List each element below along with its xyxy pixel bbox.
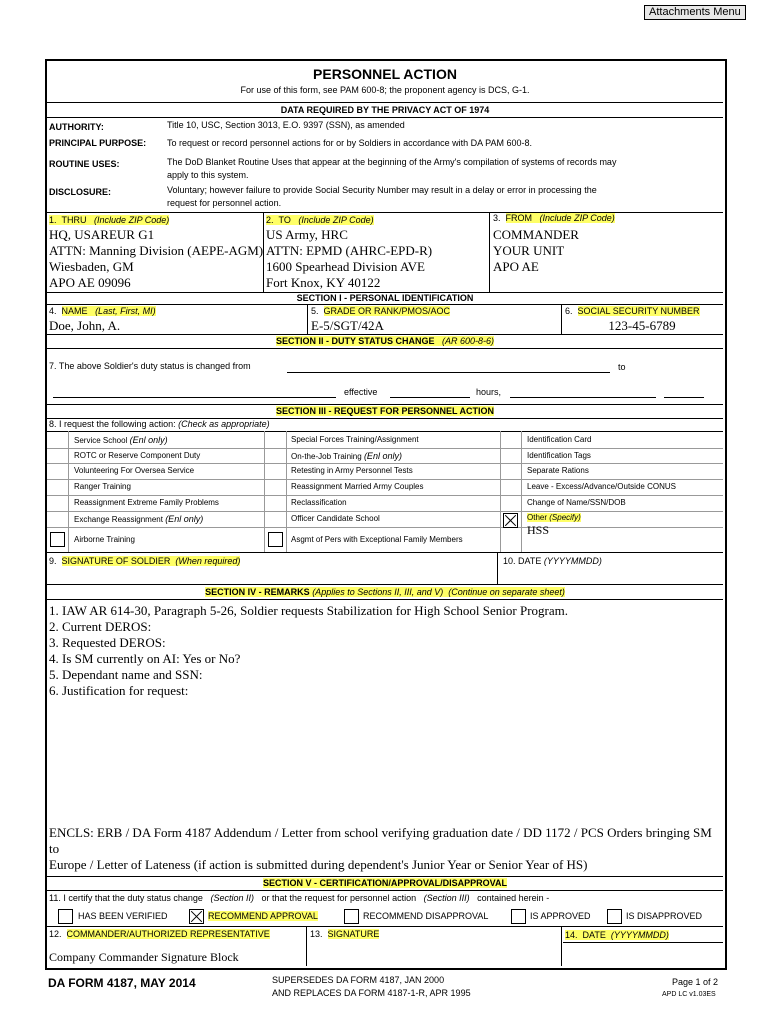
commander-field[interactable]: Company Commander Signature Block [49,950,239,964]
action-married-couples[interactable]: Reassignment Married Army Couples [291,482,424,491]
ssn-field[interactable]: 123-45-6789 [608,318,676,333]
form-subtitle: For use of this form, see PAM 600-8; the proponent agency is DCS, G-1. [240,85,530,95]
item7-text: 7. The above Soldier's duty status is changed from [49,361,251,371]
action-id-tags[interactable]: Identification Tags [527,451,591,460]
section2-heading: SECTION II - DUTY STATUS CHANGE (AR 600-8-6) [275,336,495,346]
action-ranger-training[interactable]: Ranger Training [74,482,131,491]
routine-text-2: apply to this system. [167,170,249,180]
routine-text-1: The DoD Blanket Routine Uses that appear at the beginning of the Army's compilation of systems of records may [167,157,617,167]
action-exceptional-family[interactable]: Asgmt of Pers with Exceptional Family Members [291,535,463,544]
signature-label: 13. SIGNATURE [310,929,380,939]
remark-line: 3. Requested DEROS: [49,635,166,650]
from-address[interactable]: COMMANDER YOUR UNIT APO AE [493,227,579,274]
from-status-field[interactable] [287,372,610,373]
remark-line: 1. IAW AR 614-30, Paragraph 5-26, Soldier requests Stabilization for High School Senior Program. [49,603,569,618]
remark-line: 2. Current DEROS: [49,619,152,634]
form-title: PERSONNEL ACTION [313,66,457,82]
version: APD LC v1.03ES [662,991,716,998]
ssn-label: 6. SOCIAL SECURITY NUMBER [565,306,700,316]
action-leave[interactable]: Leave - Excess/Advance/Outside CONUS [527,482,676,491]
soldier-signature-label: 9. SIGNATURE OF SOLDIER (When required) [49,556,241,566]
name-field[interactable]: Doe, John, A. [49,318,121,333]
action-service-school[interactable]: Service School (Enl only) [74,435,168,445]
section1-heading: SECTION I - PERSONAL IDENTIFICATION [296,293,474,303]
attachments-menu-button[interactable]: Attachments Menu [644,5,746,20]
enclosures-text: ENCLS: ERB / DA Form 4187 Addendum / Letter from school verifying graduation date / DD 1172 / PCS Orders bringing SM to Europe / Letter of Lateness (if action is submitted during dependent's Junior Year or Senior Year of HS) [49,825,712,872]
option-verified: HAS BEEN VERIFIED [78,911,168,921]
option-recommend-disapproval: RECOMMEND DISAPPROVAL [363,911,489,921]
section3-heading: SECTION III - REQUEST FOR PERSONNEL ACTION [275,406,495,416]
action-retesting[interactable]: Retesting in Army Personnel Tests [291,466,413,475]
option-approved: IS APPROVED [530,911,591,921]
remark-line: 4. Is SM currently on AI: Yes or No? [49,651,241,666]
supersedes-2: AND REPLACES DA FORM 4187-1-R, APR 1995 [272,988,471,998]
thru-address[interactable]: HQ, USAREUR G1 ATTN: Manning Division (AEPE-AGM) Wiesbaden, GM APO AE 09096 [49,227,264,290]
date-label: 14. DATE (YYYYMMDD) [565,930,669,940]
item8-text: 8. I request the following action: (Check as appropriate) [49,419,270,429]
action-exchange-reassignment[interactable]: Exchange Reassignment (Enl only) [74,514,204,524]
action-separate-rations[interactable]: Separate Rations [527,466,589,475]
to-label: 2. TO (Include ZIP Code) [266,215,374,225]
approved-checkbox[interactable] [511,909,526,924]
recommend-approval-checkbox[interactable] [189,909,204,924]
remark-line: 5. Dependant name and SSN: [49,667,203,682]
other-specify-field[interactable]: HSS [527,523,550,537]
airborne-checkbox[interactable] [50,532,65,547]
other-checkbox[interactable] [503,513,518,528]
disapproved-checkbox[interactable] [607,909,622,924]
commander-label: 12. COMMANDER/AUTHORIZED REPRESENTATIVE [49,929,270,939]
section5-heading: SECTION V - CERTIFICATION/APPROVAL/DISAPPROVAL [262,878,507,888]
verified-checkbox[interactable] [58,909,73,924]
action-special-forces[interactable]: Special Forces Training/Assignment [291,435,419,444]
purpose-text: To request or record personnel actions for or by Soldiers in accordance with DA PAM 600-8. [167,138,533,148]
action-id-card[interactable]: Identification Card [527,435,592,444]
disclosure-text-2: request for personnel action. [167,198,282,208]
hours-field[interactable] [510,397,656,398]
to-word: to [618,362,626,372]
disclosure-text-1: Voluntary; however failure to provide Social Security Number may result in a delay or error in processing the [167,185,597,195]
to-status-field[interactable] [53,397,336,398]
option-disapproved: IS DISAPPROVED [626,911,703,921]
option-recommend-approval: RECOMMEND APPROVAL [208,911,318,921]
remarks-field[interactable] [49,603,719,699]
grade-label: 5. GRADE OR RANK/PMOS/AOC [311,306,451,316]
action-reassignment-family[interactable]: Reassignment Extreme Family Problems [74,498,219,507]
recommend-disapproval-checkbox[interactable] [344,909,359,924]
authority-text: Title 10, USC, Section 3013, E.O. 9397 (SSN), as amended [167,120,405,130]
action-change-name[interactable]: Change of Name/SSN/DOB [527,498,626,507]
effective-date-field[interactable] [390,397,470,398]
purpose-label: PRINCIPAL PURPOSE: [49,138,147,148]
authority-label: AUTHORITY: [49,122,104,132]
action-volunteer-oversea[interactable]: Volunteering For Oversea Service [74,466,195,475]
grade-field[interactable]: E-5/SGT/42A [311,318,384,333]
item11-text: 11. I certify that the duty status change (Section II) or that the request for personnel action (Section III) contained herein - [49,893,550,903]
name-label: 4. NAME (Last, First, MI) [49,306,156,316]
thru-label: 1. THRU (Include ZIP Code) [49,215,170,225]
section4-heading: SECTION IV - REMARKS (Applies to Sections II, III, and V) (Continue on separate sheet) [205,587,565,597]
exceptional-family-checkbox[interactable] [268,532,283,547]
sig-date-field[interactable] [503,568,713,582]
privacy-heading: DATA REQUIRED BY THE PRIVACY ACT OF 1974 [280,105,490,115]
action-other-label: Other (Specify) [527,513,581,522]
action-reclassification[interactable]: Reclassification [291,498,347,507]
from-label: 3. FROM (Include ZIP Code) [493,213,615,223]
sig-date-label: 10. DATE (YYYYMMDD) [503,556,602,566]
form-id: DA FORM 4187, MAY 2014 [48,976,196,990]
approval-date-field[interactable] [565,944,715,964]
effective-word: effective [344,387,378,397]
action-airborne-training[interactable]: Airborne Training [74,535,135,544]
routine-label: ROUTINE USES: [49,159,120,169]
commander-signature-field[interactable] [310,942,555,964]
soldier-signature-field[interactable] [49,568,489,582]
disclosure-label: DISCLOSURE: [49,187,112,197]
page-number: Page 1 of 2 [672,977,719,987]
hours-extra-field[interactable] [664,397,704,398]
action-rotc-duty[interactable]: ROTC or Reserve Component Duty [74,451,201,460]
hours-word: hours, [476,387,502,397]
remark-line: 6. Justification for request: [49,683,189,698]
action-ocs[interactable]: Officer Candidate School [291,514,380,523]
to-address[interactable]: US Army, HRC ATTN: EPMD (AHRC-EPD-R) 1600 Spearhead Division AVE Fort Knox, KY 40122 [266,227,433,290]
supersedes-1: SUPERSEDES DA FORM 4187, JAN 2000 [272,975,445,985]
action-ojt[interactable]: On-the-Job Training (Enl only) [291,451,402,461]
